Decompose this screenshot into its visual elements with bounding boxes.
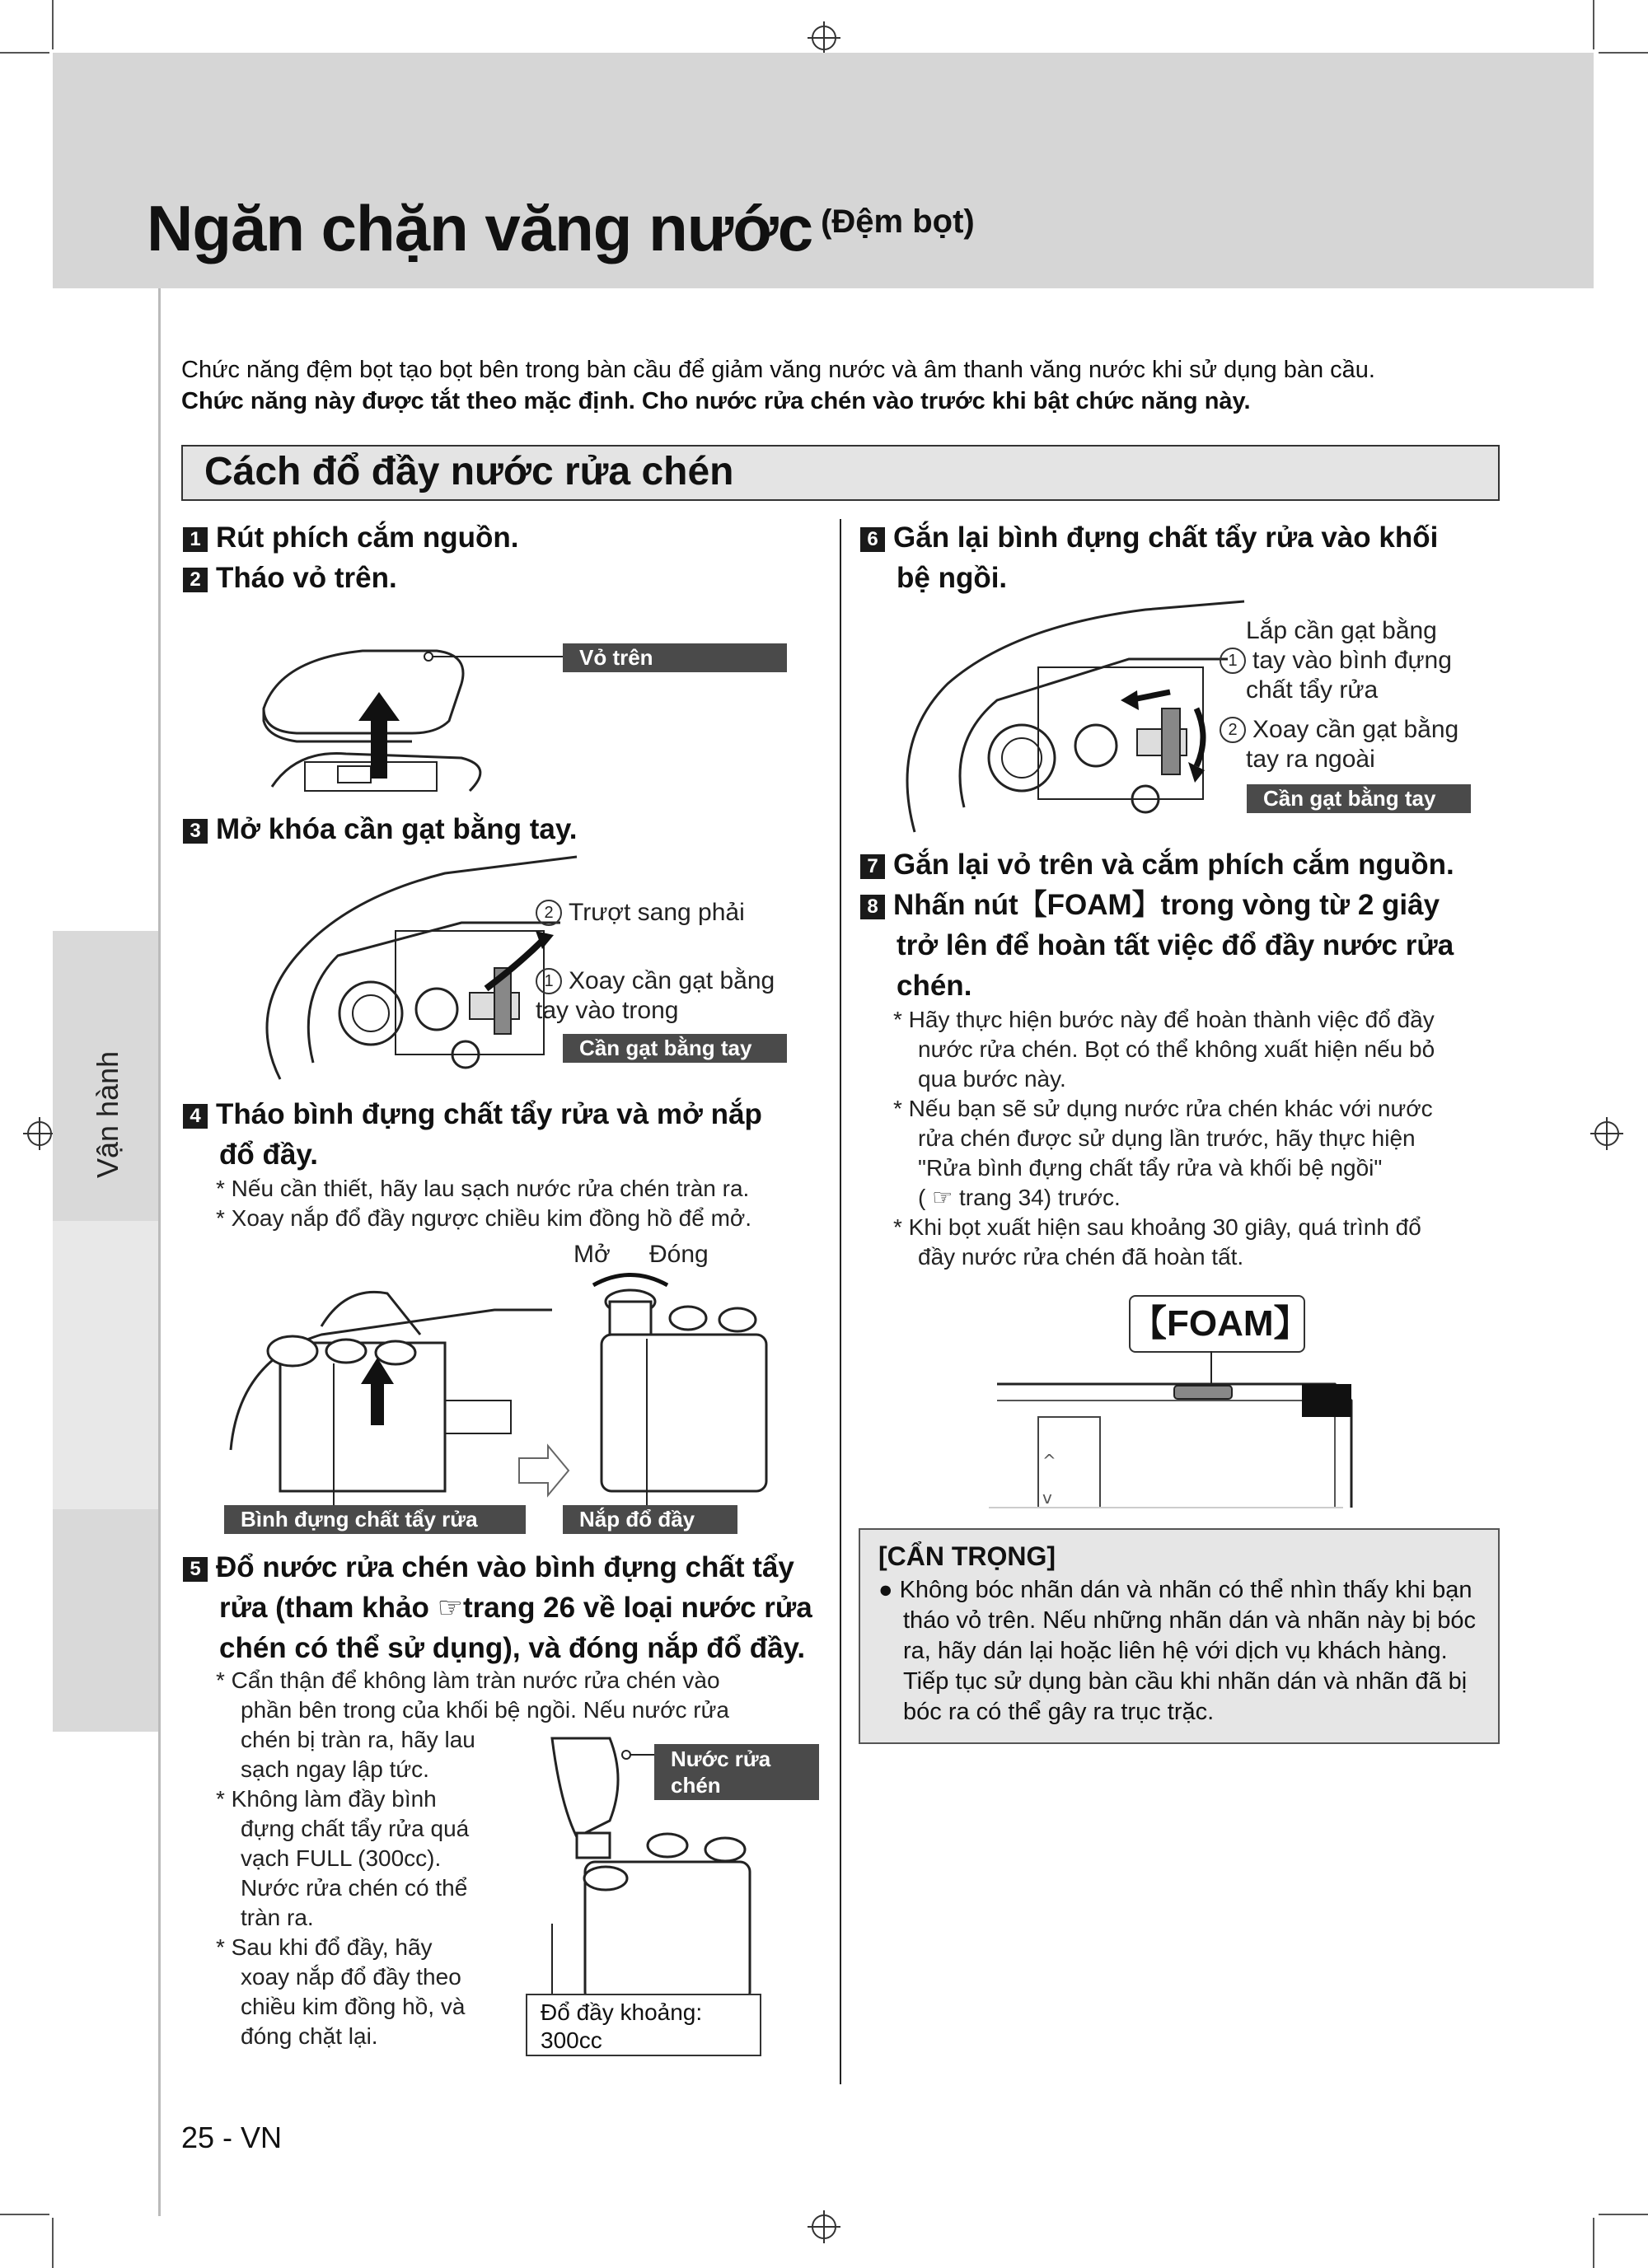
remote-panel-illustration xyxy=(989,1351,1360,1516)
step-4: 4 Tháo bình đựng chất tẩy rửa và mở nắp đổ đầy. xyxy=(183,1094,762,1175)
callout-rotate-in: 1 Xoay cần gạt bằng tay vào trong xyxy=(536,967,775,1024)
step-4-notes: * Nếu cần thiết, hãy lau sạch nước rửa chén tràn ra. * Xoay nắp đổ đầy ngược chiều kim đồng hồ để mở. xyxy=(216,1176,752,1231)
caution-title: [CẨN TRỌNG] xyxy=(878,1541,1056,1571)
step-3: 3 Mở khóa cần gạt bằng tay. xyxy=(183,809,577,849)
caution-text: ● Không bóc nhãn dán và nhãn có thể nhìn thấy khi bạn tháo vỏ trên. Nếu những nhãn dán và nhãn này bị bóc ra, hãy dán lại hoặc liên hệ với dịch vụ khách hàng. Tiếp tục sử dụng bàn cầu khi nhãn dán và nhãn đã bị bóc ra có thể gây ra trục trặc. xyxy=(878,1577,1476,1725)
svg-text:^: ^ xyxy=(1042,1451,1056,1471)
page-title: Ngăn chặn văng nước $^{(Đệm bọt)}$ xyxy=(147,192,975,264)
step-2: 2 Tháo vỏ trên. xyxy=(183,558,397,598)
label-open: Mở xyxy=(574,1241,611,1268)
step-5-notes: * Cẩn thận để không làm tràn nước rửa chén vào phần bên trong của khối bệ ngồi. Nếu nước rửa chén bị tràn ra, hãy lau sạch ngay lập tức. * Không làm đầy bình đựng chất tẩy rửa quá vạch FULL (300cc). Nước rửa chén có thể tràn ra. * Sau khi đổ đầy, hãy xoay nắp đổ đầy theo chiều kim đồng hồ, và đóng chặt lại. xyxy=(216,1667,729,2049)
caution-box xyxy=(859,1528,1500,1744)
step-1: 1 Rút phích cắm nguồn. xyxy=(183,517,518,558)
callout-insert-lever: Lắp cần gạt bằng 1 tay vào bình đựng chất tẩy rửa xyxy=(1220,616,1452,705)
side-tab-block xyxy=(53,1509,158,1732)
top-cover-illustration xyxy=(247,634,610,799)
foam-button-label: 【FOAM】 xyxy=(1129,1295,1305,1353)
label-fill-cap: Nắp đổ đầy xyxy=(563,1505,737,1534)
label-close: Đóng xyxy=(649,1241,709,1268)
step-8-notes: * Hãy thực hiện bước này để hoàn thành việc đổ đầy nước rửa chén. Bọt có thể không xuất hiện nếu bỏ qua bước này. * Nếu bạn sẽ sử dụng nước rửa chén khác với nước rửa chén được sử dụng lần trước, hãy thực hiện "Rửa bình đựng chất tẩy rửa và khối bệ ngồi" ( ☞ trang 34) trước. * Khi bọt xuất hiện sau khoảng 30 giây, quá trình đổ đầy nước rửa chén đã hoàn tất. xyxy=(893,1007,1435,1270)
step-8: 8 Nhấn nút【FOAM】trong vòng từ 2 giây trở lên để hoàn tất việc đổ đầy nước rửa chén. xyxy=(860,885,1454,1006)
label-manual-lever-2: Cần gạt bằng tay xyxy=(1247,784,1471,813)
step-7: 7 Gắn lại vỏ trên và cắm phích cắm nguồn. xyxy=(860,844,1454,885)
side-tab-block xyxy=(53,1221,158,1509)
intro-text: Chức năng đệm bọt tạo bọt bên trong bàn cầu để giảm văng nước và âm thanh văng nước khi sử dụng bàn cầu. Chức năng này được tắt theo mặc định. Cho nước rửa chén vào trước khi bật chức năng này. xyxy=(181,357,1375,414)
section-title: Cách đổ đầy nước rửa chén xyxy=(204,450,734,493)
label-manual-lever: Cần gạt bằng tay xyxy=(563,1034,787,1063)
svg-text:v: v xyxy=(1042,1488,1052,1508)
step-5: 5 Đổ nước rửa chén vào bình đựng chất tẩy rửa (tham khảo ☞trang 26 về loại nước rửa chén có thể sử dụng), và đóng nắp đổ đầy. xyxy=(183,1547,812,1668)
label-detergent-tank: Bình đựng chất tẩy rửa xyxy=(224,1505,526,1534)
page-subtitle: (Đệm bọt) xyxy=(821,203,975,240)
side-tab-label: Vận hành xyxy=(91,1050,124,1178)
tank-removal-illustration xyxy=(222,1260,816,1508)
label-top-cover: Vỏ trên xyxy=(563,643,787,672)
reattach-tank-illustration xyxy=(898,593,1261,840)
left-rule xyxy=(158,288,161,2216)
step-6: 6 Gắn lại bình đựng chất tẩy rửa vào khối bệ ngồi. xyxy=(860,517,1438,598)
label-detergent: Nước rửa chén xyxy=(654,1744,819,1800)
column-divider xyxy=(840,519,841,2084)
fill-amount-box: Đổ đầy khoảng: 300cc xyxy=(526,1994,761,2056)
callout-slide-right: 2 Trượt sang phải xyxy=(536,898,745,928)
callout-rotate-out: 2 Xoay cần gạt bằng tay ra ngoài xyxy=(1220,715,1458,774)
page-number: 25 - VN xyxy=(181,2121,283,2154)
